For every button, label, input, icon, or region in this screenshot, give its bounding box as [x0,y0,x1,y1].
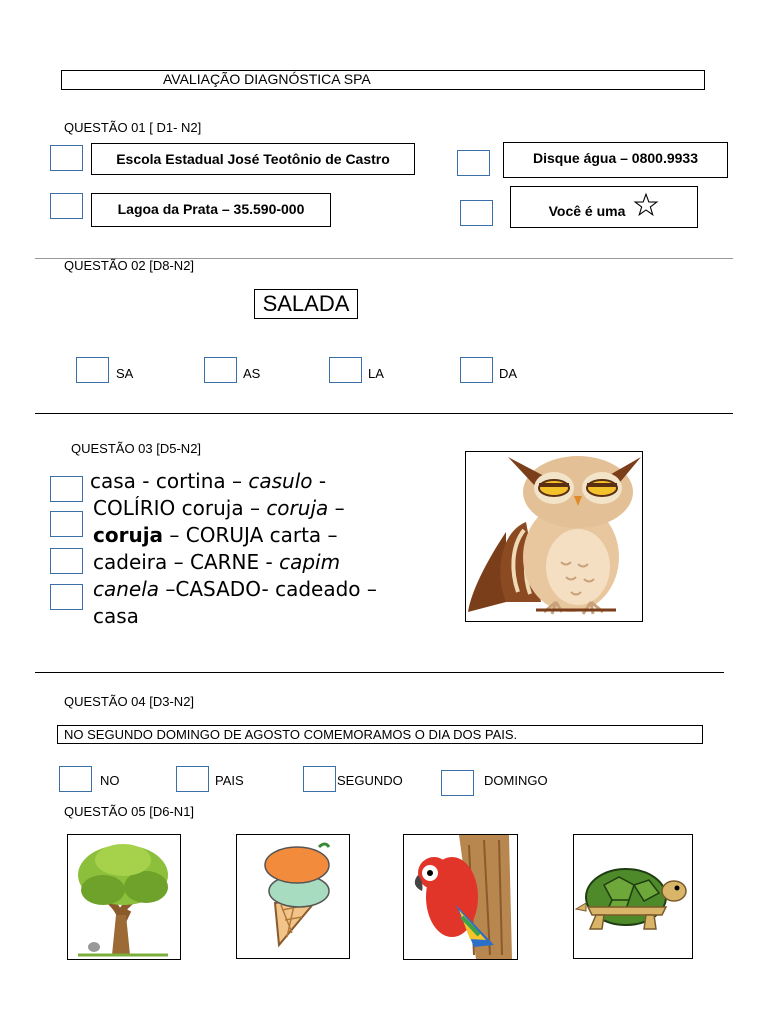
question-1-label: QUESTÃO 01 [ D1- N2] [64,120,202,135]
q2-option-2: AS [243,366,261,381]
q1-checkbox-4[interactable] [460,200,493,226]
q3-text-line-6: casa [93,604,139,628]
q1-checkbox-3[interactable] [50,193,83,219]
q4-checkbox-4[interactable] [441,770,474,796]
star-outline-icon [633,192,659,218]
page-title: AVALIAÇÃO DIAGNÓSTICA SPA [163,71,371,87]
owl-illustration [465,451,643,622]
q1-checkbox-2[interactable] [457,150,490,176]
q2-option-3: LA [368,366,384,381]
q4-checkbox-1[interactable] [59,766,92,792]
parrot-illustration [403,834,518,960]
divider [35,672,724,673]
q1-option-1: Escola Estadual José Teotônio de Castro [91,143,415,175]
q3-checkbox-1[interactable] [50,476,83,502]
q4-option-3: SEGUNDO [337,773,403,788]
question-4-label: QUESTÃO 04 [D3-N2] [64,694,195,709]
q3-checkbox-2[interactable] [50,511,83,537]
turtle-illustration [573,834,693,959]
q1-option-2: Disque água – 0800.9933 [503,142,728,178]
q2-checkbox-2[interactable] [204,357,237,383]
q4-checkbox-2[interactable] [176,766,209,792]
q1-option-4 [510,186,698,228]
word-salada: SALADA [254,289,358,319]
q1-option-3: Lagoa da Prata – 35.590-000 [91,193,331,227]
q2-checkbox-3[interactable] [329,357,362,383]
q3-text-line-5: canela –CASADO- cadeado – [93,577,377,601]
question-3-label: QUESTÃO 03 [D5-N2] [71,441,202,456]
q2-option-4: DA [499,366,518,381]
q3-text-line-4: cadeira – CARNE - capim [93,550,341,574]
q1-option-4-text: Você é uma [548,203,626,219]
q3-text-line-3: coruja – CORUJA carta – [93,523,338,547]
q2-checkbox-4[interactable] [460,357,493,383]
q1-checkbox-1[interactable] [50,145,83,171]
q3-checkbox-4[interactable] [50,584,83,610]
tree-illustration [67,834,181,960]
divider [35,413,733,414]
q3-checkbox-3[interactable] [50,548,83,574]
question-2-label: QUESTÃO 02 [D8-N2] [64,258,195,273]
q4-checkbox-3[interactable] [303,766,336,792]
q2-checkbox-1[interactable] [76,357,109,383]
q4-option-2: PAIS [215,773,244,788]
question-5-label: QUESTÃO 05 [D6-N1] [64,804,195,819]
ice-cream-illustration [236,834,350,959]
q4-option-4: DOMINGO [484,773,548,788]
title-box [61,70,705,90]
q4-option-1: NO [100,773,120,788]
q2-option-1: SA [116,366,134,381]
q3-text-line-2: COLÍRIO coruja – coruja – [93,496,345,520]
q4-sentence-box: NO SEGUNDO DOMINGO DE AGOSTO COMEMORAMOS O DIA DOS PAIS. [57,725,703,744]
q3-text-line-1: casa - cortina – casulo - [90,469,327,493]
